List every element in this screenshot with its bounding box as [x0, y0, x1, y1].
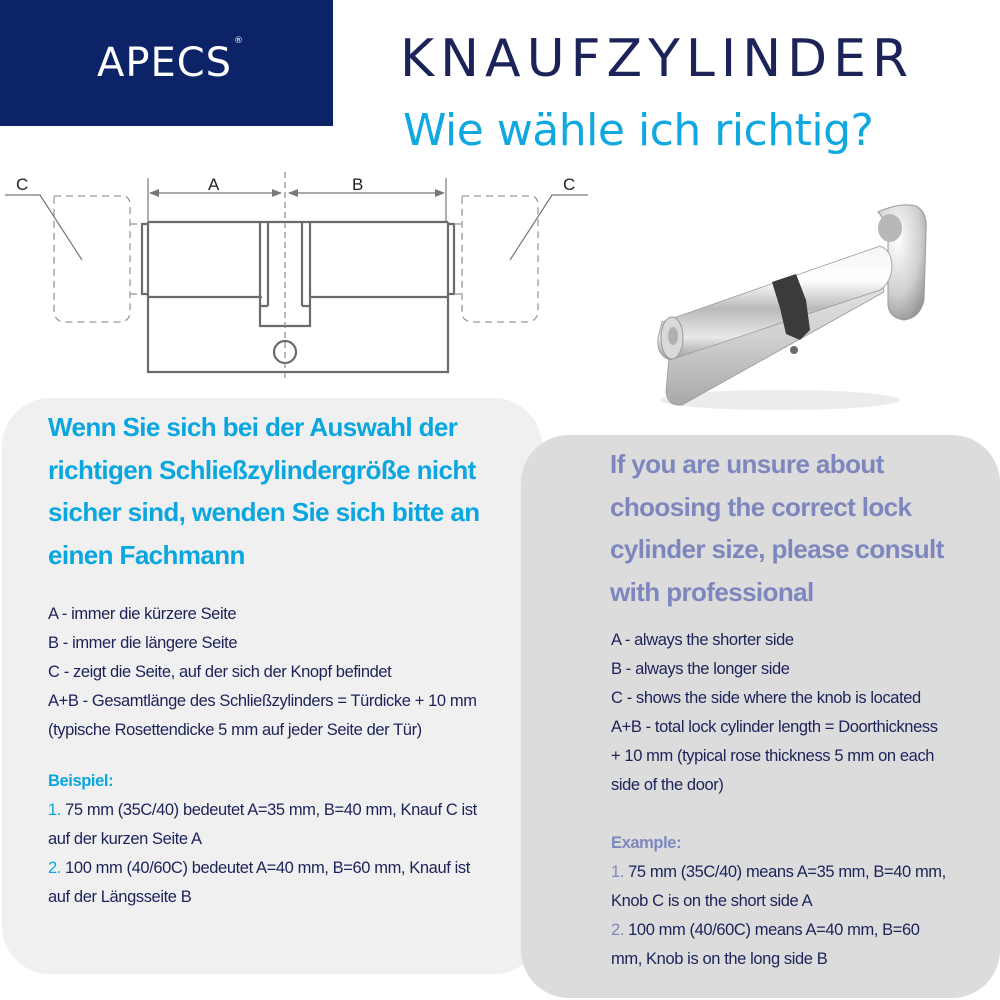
example-label: Beispiel: [48, 772, 114, 790]
german-examples [48, 767, 477, 912]
english-heading-line: If you are unsure about [610, 449, 884, 479]
brand-logo-box [0, 0, 333, 126]
example-1-cont: Knob C is on the short side A [611, 892, 813, 910]
definition-a-plus-b: A+B - Gesamtlänge des Schließzylinders = Türdicke + 10 mm [48, 692, 477, 710]
definition-a: A - immer die kürzere Seite [48, 605, 237, 623]
example-number: 2. [611, 921, 624, 939]
german-definitions [48, 600, 477, 745]
label-b: B [352, 175, 364, 194]
german-heading-line: Wenn Sie sich bei der Auswahl der [48, 412, 458, 442]
label-c-left: C [16, 175, 29, 194]
definition-note: side of the door) [611, 776, 724, 794]
english-heading-line: cylinder size, please consult [610, 534, 944, 564]
english-heading-line: choosing the correct lock [610, 491, 912, 522]
example-number: 1. [48, 801, 61, 819]
english-heading-line: with professional [610, 576, 814, 607]
example-1 [48, 796, 477, 825]
german-heading [48, 406, 518, 576]
english-heading [610, 443, 970, 613]
example-2-cont: auf der Längsseite B [48, 888, 192, 906]
example-text: 100 mm (40/60C) means A=40 mm, B=60 [623, 921, 920, 939]
definition-b: B - immer die längere Seite [48, 634, 238, 652]
definition-a-plus-b-cont: + 10 mm (typical rose thickness 5 mm on each [611, 747, 935, 765]
page-title: KNAUFZYLINDER [400, 29, 915, 89]
english-examples [611, 829, 946, 974]
product-image [640, 190, 950, 420]
label-c-right: C [563, 175, 576, 194]
definition-note: (typische Rosettendicke 5 mm auf jeder Seite der Tür) [48, 721, 422, 739]
definition-c: C - zeigt die Seite, auf der sich der Knopf befindet [48, 663, 392, 681]
example-text: 100 mm (40/60C) bedeutet A=40 mm, B=60 mm, Knauf ist [60, 859, 470, 877]
definition-a: A - always the shorter side [611, 631, 794, 649]
english-definitions [611, 626, 938, 800]
page-subtitle: Wie wähle ich richtig? [403, 105, 874, 156]
definition-a-plus-b: A+B - total lock cylinder length = Doorthickness [611, 718, 938, 736]
example-text: 75 mm (35C/40) means A=35 mm, B=40 mm, [623, 863, 946, 881]
definition-c: C - shows the side where the knob is located [611, 689, 921, 707]
example-number: 1. [611, 863, 624, 881]
example-1 [611, 858, 946, 887]
example-text: 75 mm (35C/40) bedeutet A=35 mm, B=40 mm, Knauf C ist [60, 801, 477, 819]
example-2 [48, 854, 477, 883]
example-2 [611, 916, 946, 945]
german-heading-line: sicher sind, wenden Sie sich bitte an [48, 497, 480, 527]
example-1-cont: auf der kurzen Seite A [48, 830, 202, 848]
example-2-cont: mm, Knob is on the long side B [611, 950, 828, 968]
example-label: Example: [611, 834, 682, 852]
example-number: 2. [48, 859, 61, 877]
label-a: A [208, 175, 220, 194]
german-heading-line: richtigen Schließzylindergröße nicht [48, 454, 476, 485]
brand-logo: APECS ® [96, 36, 245, 86]
registered-mark: ® [234, 36, 245, 46]
german-heading-line: einen Fachmann [48, 539, 245, 570]
definition-b: B - always the longer side [611, 660, 790, 678]
cylinder-dimension-diagram [0, 160, 620, 390]
